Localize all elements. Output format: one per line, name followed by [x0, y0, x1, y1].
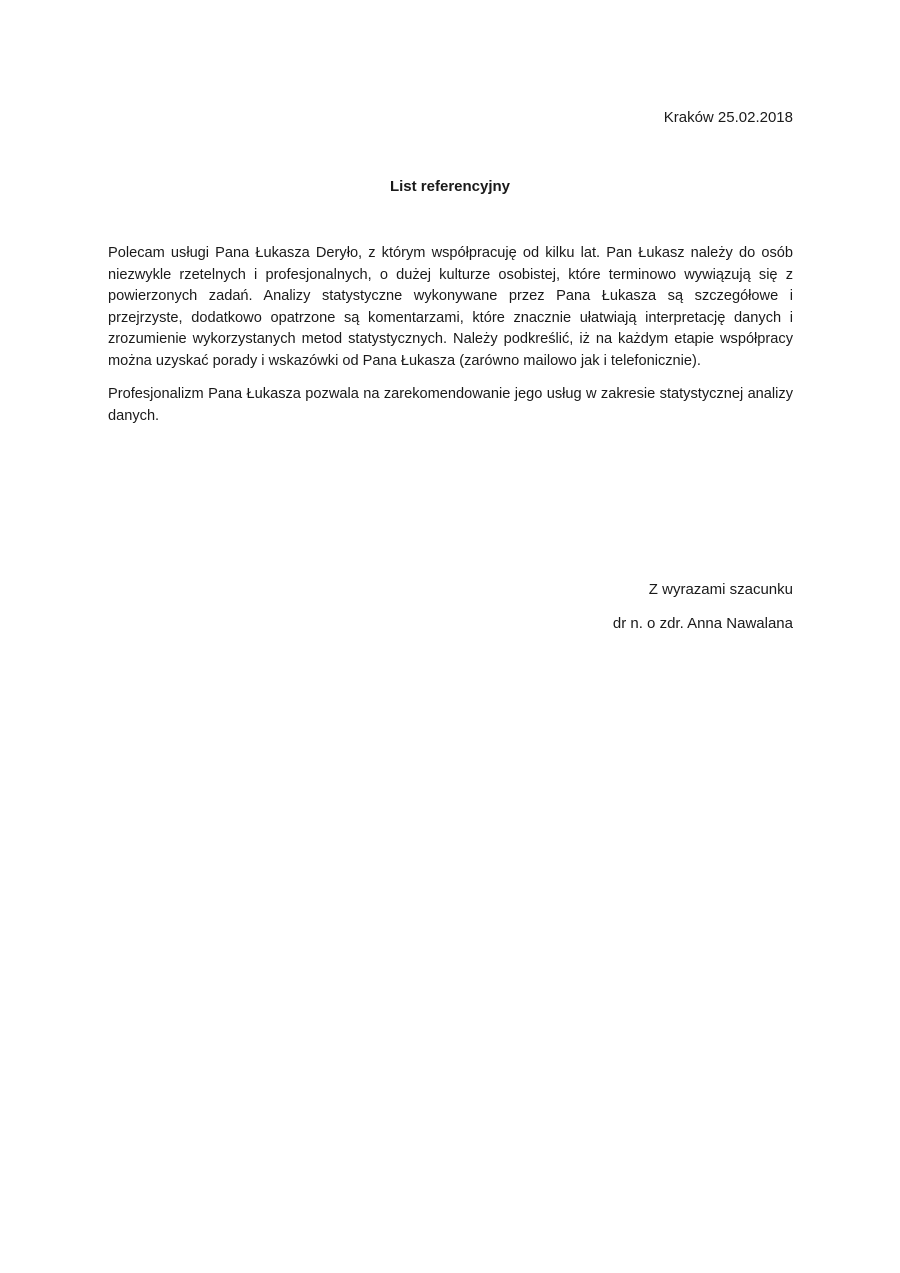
place-date: Kraków 25.02.2018	[663, 109, 793, 126]
letter-title: List referencyjny	[389, 178, 511, 195]
closing-phrase: Z wyrazami szacunku	[648, 581, 793, 598]
paragraph-professionalism: Profesjonalizm Pana Łukasza pozwala na zarekomendowanie jego usług w zakresie statystycznej analizy danych.	[108, 386, 793, 424]
paragraph-recommendation: Polecam usługi Pana Łukasza Deryło, z którym współpracuję od kilku lat. Pan Łukasz należy do osób niezwykle rzetelnych i profesjonalnych, o dużej kulturze osobistej, które terminowo wywiązują się z powierzonych zadań. Analizy statystyczne wykonywane przez Pana Łukasza są szczegółowe i przejrzyste, dodatkowo opatrzone są komentarzami, które znacznie ułatwiają interpretację danych i zrozumienie wykorzystanych metod statystycznych. Należy podkreślić, iż na każdym etapie współpracy można uzyskać porady i wskazówki od Pana Łukasza (zarówno mailowo jak i telefonicznie).	[108, 245, 793, 369]
letter-body	[108, 243, 793, 439]
signature-name: dr n. o zdr. Anna Nawalana	[612, 615, 793, 632]
